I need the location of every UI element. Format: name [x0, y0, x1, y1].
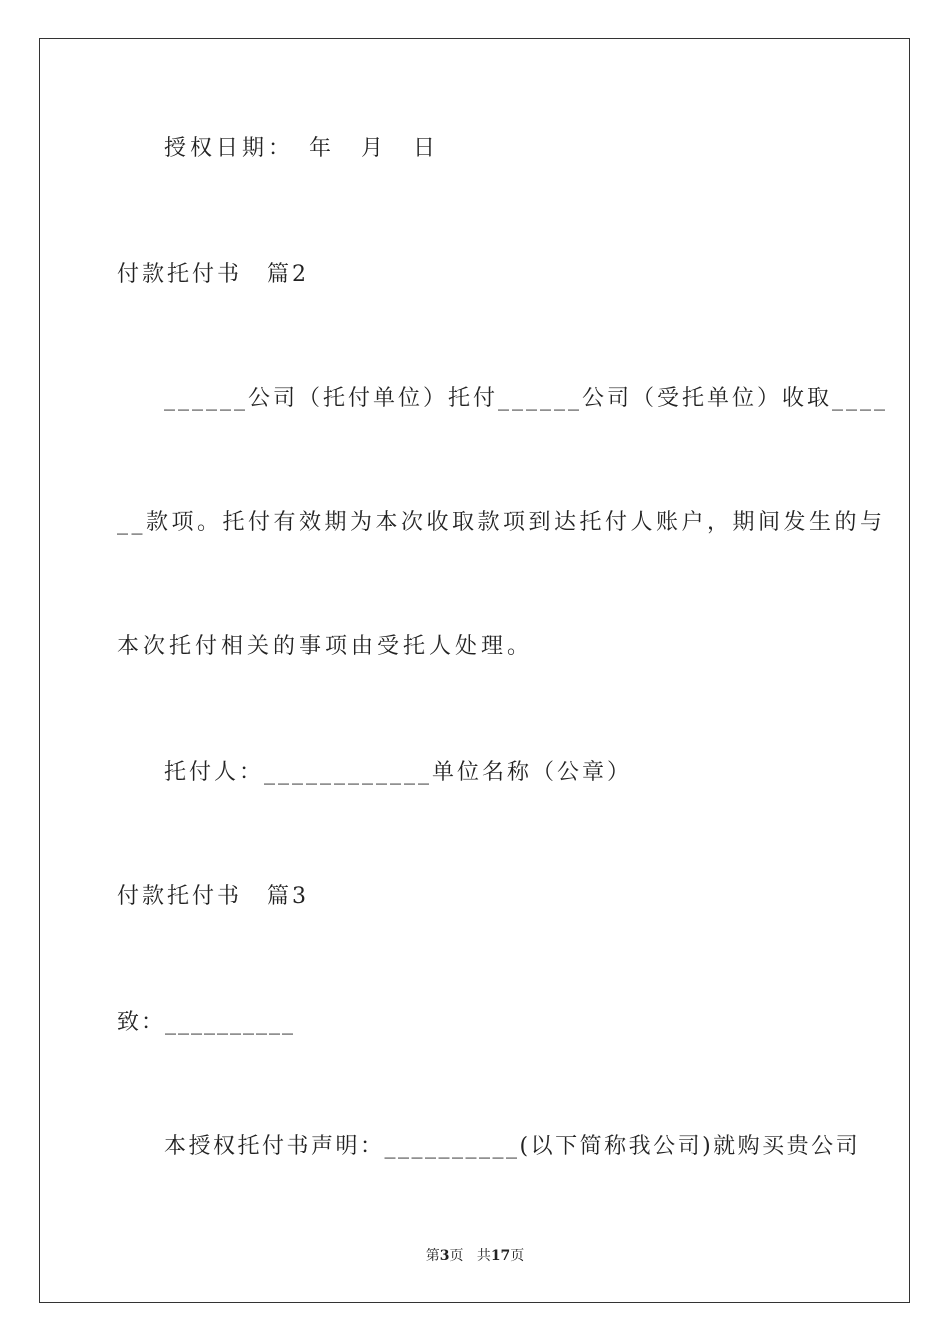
page-number: 3: [439, 1248, 450, 1264]
recipient-line: 致：__________: [117, 1010, 296, 1035]
page-prefix: 第: [425, 1248, 440, 1264]
paragraph-line: ______公司（托付单位）托付______公司（受托单位）收取____: [164, 386, 889, 411]
total-pages: 17: [490, 1248, 511, 1264]
section-heading-2: 付款托付书 篇2: [117, 262, 309, 287]
section-heading-3: 付款托付书 篇3: [117, 884, 309, 909]
page-border: [39, 38, 910, 1303]
paragraph-line: 本次托付相关的事项由受托人处理。: [117, 634, 534, 659]
paragraph-line: 本授权托付书声明：__________(以下简称我公司)就购买贵公司: [164, 1134, 861, 1159]
authorization-date-line: 授权日期： 年 月 日: [164, 136, 440, 161]
entrustor-line: 托付人：____________单位名称（公章）: [164, 760, 633, 785]
total-prefix: 共: [476, 1248, 491, 1264]
paragraph-line: __款项。托付有效期为本次收取款项到达托付人账户，期间发生的与: [117, 510, 886, 535]
page-suffix: 页: [449, 1248, 464, 1264]
total-suffix: 页: [510, 1248, 525, 1264]
page-footer: [0, 1246, 950, 1266]
